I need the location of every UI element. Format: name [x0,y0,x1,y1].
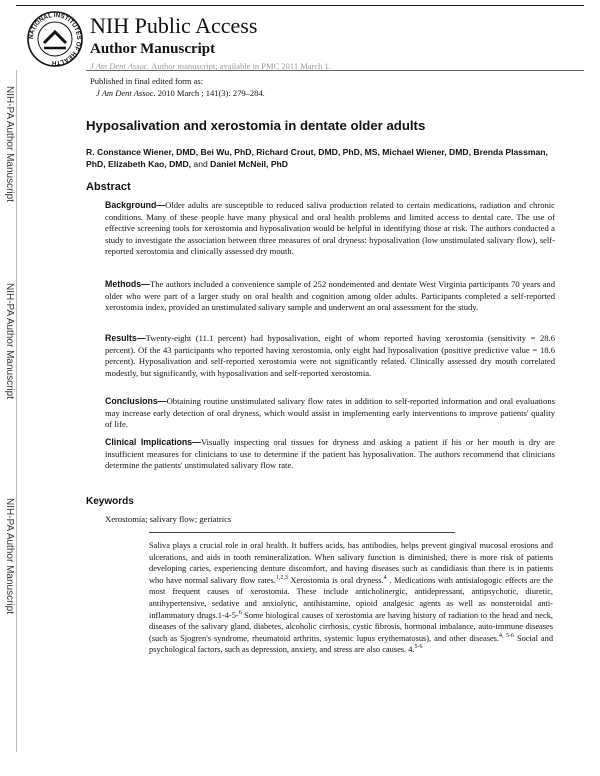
abstract-background [105,200,555,258]
section-label: Clinical Implications— [105,437,201,447]
body-separator-rule [149,532,455,533]
section-label: Results— [105,333,146,343]
authors-last: Daniel McNeil, PhD [210,159,289,169]
reference-superscript: 6 [238,609,242,616]
reference-superscript: 5-6 [414,644,423,651]
section-text: Obtaining routine unstimulated salivary flow rates in addition to self-reported information and oral evaluations may increase early detection of oral dryness, which would assist in implementing early interventions to improve patients' quality of life. [105,396,555,429]
reference-superscript: 1,2,3 [275,574,288,581]
published-note: Published in final edited form as: [90,76,204,86]
keywords-heading: Keywords [86,496,134,507]
citation-details: . 2010 March ; 141(3): 279–284. [153,88,265,98]
citation-journal: J Am Dent Assoc [96,88,154,98]
authors-and: and [191,159,211,169]
section-text: Twenty-eight (11.1 percent) had hyposalivation, eight of whom reported having xerostomia (sensitivity = 28.6 percent). Of the 43 participants who reported having xerostomia, only eight had hyposalivation (positive predictive value = 18.6 percent). Hyposalivation and self-reported xerostomia were not significantly related. Clinically assessed dry mouth correlated modestly, but significantly, with hyposalivation and self-reported xerostomia. [105,333,555,378]
section-text: Older adults are susceptible to reduced saliva production related to certain medications, radiation and chronic conditions. Many of these people have many physical and oral health problems and limited access to dental care. The use of effective screening tools for xerostomia and hyposalivation would be helpful in identifying those at risk. The authors conducted a study to investigate the association between three measures of oral dryness: hyposalivation (low unstimulated salivary flow), self-reported xerostomia and clinically assessed dry mouth. [105,200,555,256]
header-bottom-rule [86,70,584,71]
svg-text:NATIONAL INSTITUTES OF HEALTH: NATIONAL INSTITUTES OF HEALTH [27,11,83,67]
abstract-conclusions [105,396,555,431]
article-title: Hyposalivation and xerostomia in dentate older adults [86,118,426,133]
section-label: Background— [105,200,166,210]
section-label: Conclusions— [105,396,167,406]
abstract-methods [105,279,555,314]
author-list [86,146,554,170]
section-label: Methods— [105,279,150,289]
reference-superscript: 4 [383,574,387,581]
abstract-results [105,333,555,379]
header-title: NIH Public Access [90,13,258,38]
section-text: Visually inspecting oral tissues for dryness and asking a patient if his or her mouth is dry are insufficient measures for clinicians to use to determine if the patient has hyposalivation. The authors recommend that clinicians determine the patients' unstimulated salivary flow rate. [105,437,555,470]
abstract-heading: Abstract [86,181,131,193]
section-text: The authors included a convenience sample of 252 nondemented and dentate West Virginia participants 70 years and older who were part of a larger study on oral health and cognition among older adults. Participants completed a self-reported xerostomia index, provided an unstimulated salivary sample and underwent an oral assessment for the study. [105,279,555,312]
meta-rest: . Author manuscript; available in PMC 2011 March 1. [147,61,331,71]
nih-seal-logo [26,10,84,68]
citation-line [96,88,265,98]
header-subtitle: Author Manuscript [90,41,216,57]
reference-superscript: 4, 5-6 [499,632,514,639]
left-margin-rule [16,70,17,752]
header-top-rule [16,5,584,6]
meta-journal: J Am Dent Assoc [90,61,148,71]
abstract-clinical-implications [105,437,555,472]
keywords-list: Xerostomia; salivary flow; geriatrics [105,514,232,524]
body-paragraph: Saliva plays a crucial role in oral health. It buffers acids, has antibodies, helps prevent gingival mucosal erosions and ulcerations, and aids in tooth remineralization. When salivary function is diminished, there is more risk of patients developing caries, experiencing denture discomfort, and having diseases such as candidiasis than there is in patients who have normal salivary flow rates.$^{1,2,3}$ Xerostomia is oral dryness.$^4$ . Medications with antisialogogic effects are the most frequent causes of xerostomia. These include anticholinergic, antidepressant, antipsychotic, diuretic, antihypertensive, sedative and anxiolytic, antihistamine, opioid analgesic agents as well as nonsteroidal anti-inflammatory drugs.1-4-5-$^6$ Some biological causes of xerostomia are having history of radiation to the head and neck, diseases of the salivary gland, diabetes, alcoholic cirrhosis, cystic fibrosis, hormonal imbalance, auto-immune diseases (such as Sjogren's syndrome, rheumatoid arthritis, systemic lupus erythematosus), and other diseases.$^{4, 5-6}$ Social and psychological factors, such as depression, anxiety, and stress are also causes. 4.$^{5-6}$ [149,541,554,655]
authors-main: R. Constance Wiener, DMD, Bei Wu, PhD, Richard Crout, DMD, PhD, MS, Michael Wiener, DMD, Brenda Plassman, PhD, Elizabeth Kao, DMD, [86,147,548,169]
